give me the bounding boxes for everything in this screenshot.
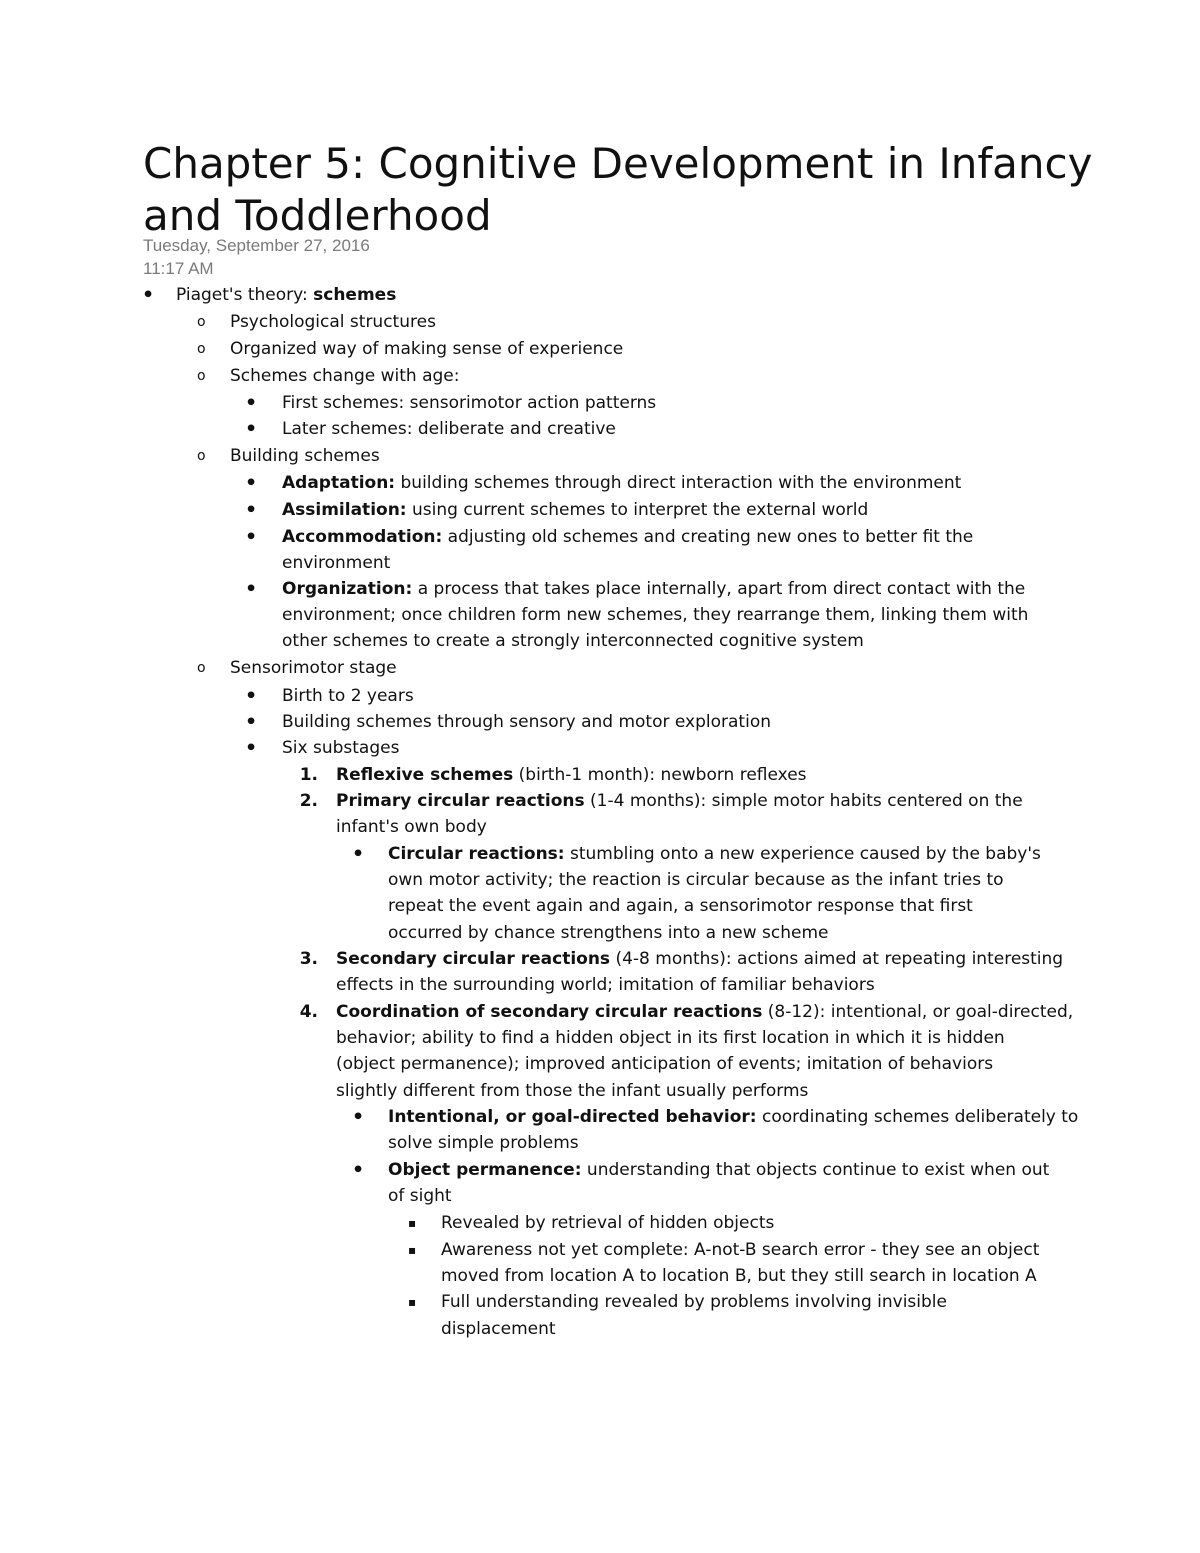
list-item-text: Sensorimotor stage	[230, 658, 397, 678]
list-item	[0, 416, 1200, 442]
bullet-icon: •	[352, 1106, 365, 1128]
list-item-continuation: solve simple problems	[388, 1133, 579, 1153]
list-item	[0, 576, 1200, 602]
list-item	[0, 470, 1200, 496]
list-item	[0, 999, 1200, 1025]
circle-bullet-icon: o	[197, 368, 206, 384]
list-item-text: Assimilation: using current schemes to interpret the external world	[282, 500, 869, 520]
list-item	[0, 497, 1200, 523]
bullet-icon: •	[245, 499, 258, 521]
list-item-text: Schemes change with age:	[230, 366, 460, 386]
list-item	[0, 1210, 1200, 1236]
circle-bullet-icon: o	[197, 660, 206, 676]
list-item	[0, 709, 1200, 735]
list-item-continuation: slightly different from those the infant usually performs	[336, 1081, 809, 1101]
list-item-continuation: behavior; ability to find a hidden object in its first location in which it is hidden	[336, 1028, 1005, 1048]
list-item-text: Full understanding revealed by problems involving invisible	[441, 1292, 947, 1312]
square-bullet-icon: ▪	[408, 1243, 417, 1257]
list-item-text: Piaget's theory: schemes	[176, 285, 397, 305]
bullet-icon: •	[245, 418, 258, 440]
list-item-text: Revealed by retrieval of hidden objects	[441, 1213, 775, 1233]
list-item-continuation: environment	[282, 553, 391, 573]
list-item-text: Psychological structures	[230, 312, 436, 332]
list-item	[0, 363, 1200, 389]
list-item-text: Secondary circular reactions (4-8 months): actions aimed at repeating interesting	[336, 949, 1064, 969]
bullet-icon: •	[245, 472, 258, 494]
list-item-continuation: own motor activity; the reaction is circular because as the infant tries to	[388, 870, 1004, 890]
list-item-continuation: repeat the event again and again, a sensorimotor response that first	[388, 896, 973, 916]
list-number: 3.	[299, 949, 318, 969]
list-item-text: Building schemes	[230, 446, 380, 466]
list-item-text: Accommodation: adjusting old schemes and creating new ones to better fit the	[282, 527, 974, 547]
list-item-continuation: other schemes to create a strongly interconnected cognitive system	[282, 631, 864, 651]
bullet-icon: •	[352, 843, 365, 865]
list-item	[0, 1237, 1200, 1263]
list-item	[0, 309, 1200, 335]
list-item-continuation: occurred by chance strengthens into a new scheme	[388, 923, 829, 943]
list-item	[0, 524, 1200, 550]
list-item-text: Organization: a process that takes place internally, apart from direct contact with the	[282, 579, 1026, 599]
note-date: Tuesday, September 27, 2016	[143, 236, 370, 255]
bullet-icon: •	[352, 1159, 365, 1181]
list-item	[0, 1289, 1200, 1315]
list-item	[0, 1157, 1200, 1183]
list-item	[0, 655, 1200, 681]
list-item-continuation: moved from location A to location B, but they still search in location A	[441, 1266, 1037, 1286]
list-item-text: Later schemes: deliberate and creative	[282, 419, 616, 439]
list-item-continuation: (object permanence); improved anticipation of events; imitation of behaviors	[336, 1054, 994, 1074]
list-item-continuation: infant's own body	[336, 817, 487, 837]
bullet-icon: •	[245, 685, 258, 707]
list-item-continuation: effects in the surrounding world; imitation of familiar behaviors	[336, 975, 875, 995]
list-number: 4.	[299, 1002, 318, 1022]
list-item	[0, 788, 1200, 814]
list-item-text: Intentional, or goal-directed behavior: coordinating schemes deliberately to	[388, 1107, 1079, 1127]
circle-bullet-icon: o	[197, 448, 206, 464]
bullet-icon: •	[245, 578, 258, 600]
note-time: 11:17 AM	[143, 259, 214, 278]
circle-bullet-icon: o	[197, 314, 206, 330]
list-item	[0, 282, 1200, 308]
list-item	[0, 390, 1200, 416]
list-item-text: Adaptation: building schemes through direct interaction with the environment	[282, 473, 962, 493]
list-item-text: Primary circular reactions (1-4 months): simple motor habits centered on the	[336, 791, 1023, 811]
page-title-line-2: and Toddlerhood	[143, 191, 492, 240]
list-number: 2.	[299, 791, 318, 811]
list-item-text: Six substages	[282, 738, 400, 758]
list-item	[0, 735, 1200, 761]
bullet-icon: •	[245, 711, 258, 733]
list-item-text: First schemes: sensorimotor action patterns	[282, 393, 657, 413]
list-item	[0, 443, 1200, 469]
square-bullet-icon: ▪	[408, 1216, 417, 1230]
square-bullet-icon: ▪	[408, 1295, 417, 1309]
list-item-text: Birth to 2 years	[282, 686, 414, 706]
list-item	[0, 841, 1200, 867]
list-item-text: Circular reactions: stumbling onto a new experience caused by the baby's	[388, 844, 1041, 864]
list-item	[0, 683, 1200, 709]
page-title	[143, 138, 1103, 242]
list-item-text: Object permanence: understanding that objects continue to exist when out	[388, 1160, 1050, 1180]
page-title-line-1: Chapter 5: Cognitive Development in Infancy	[143, 139, 1093, 188]
bullet-icon: •	[245, 526, 258, 548]
list-number: 1.	[299, 765, 318, 785]
list-item-continuation: of sight	[388, 1186, 452, 1206]
list-item-continuation: displacement	[441, 1319, 556, 1339]
bullet-icon: •	[245, 392, 258, 414]
list-item	[0, 1104, 1200, 1130]
list-item-continuation: environment; once children form new schemes, they rearrange them, linking them with	[282, 605, 1029, 625]
list-item-text: Awareness not yet complete: A-not-B search error - they see an object	[441, 1240, 1040, 1260]
list-item-text: Organized way of making sense of experience	[230, 339, 624, 359]
list-item	[0, 946, 1200, 972]
circle-bullet-icon: o	[197, 341, 206, 357]
list-item	[0, 336, 1200, 362]
list-item-text: Building schemes through sensory and motor exploration	[282, 712, 771, 732]
bullet-icon: •	[142, 284, 155, 306]
list-item-text: Coordination of secondary circular reactions (8-12): intentional, or goal-directed,	[336, 1002, 1074, 1022]
list-item	[0, 762, 1200, 788]
bullet-icon: •	[245, 737, 258, 759]
list-item-text: Reflexive schemes (birth-1 month): newborn reflexes	[336, 765, 807, 785]
